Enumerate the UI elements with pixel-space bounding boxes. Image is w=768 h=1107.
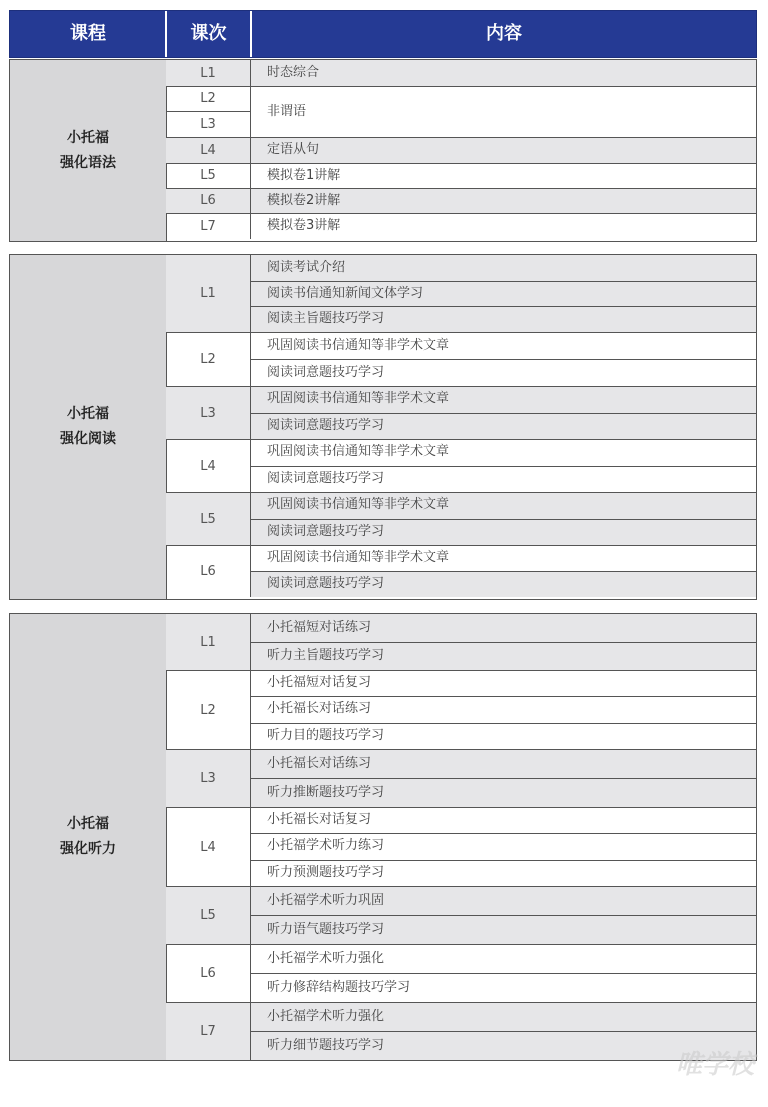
lesson-cell: L7 (166, 213, 251, 239)
lesson-cell: L3 (166, 386, 251, 439)
content-text: 小托福学术听力强化 (267, 1009, 385, 1024)
course-cell-reading (10, 255, 167, 599)
lesson-cell: L2 (166, 86, 251, 111)
content-text: 阅读词意题技巧学习 (267, 470, 385, 486)
header-content: 内容 (486, 23, 522, 44)
reading-section (9, 254, 757, 600)
table-row (166, 213, 756, 239)
content-text: 时态综合 (267, 65, 320, 80)
header-lesson: 课次 (190, 23, 227, 44)
content-text: 听力目的题技巧学习 (267, 727, 385, 743)
content-text: 巩固阅读书信通知等非学术文章 (267, 550, 450, 565)
content-text: 听力推断题技巧学习 (267, 785, 385, 800)
content-text: 小托福学术听力巩固 (267, 893, 385, 908)
content-text: 小托福学术听力强化 (267, 951, 385, 966)
course-name: 小托福 (67, 816, 109, 832)
content-text: 巩固阅读书信通知等非学术文章 (267, 338, 450, 353)
course-cell-listening (10, 614, 167, 1060)
content-text: 小托福学术听力练习 (267, 838, 385, 854)
course-name: 强化阅读 (60, 431, 116, 447)
lesson-cell: L6 (166, 545, 251, 597)
header-course: 课程 (70, 23, 106, 44)
lesson-cell: L2 (166, 670, 251, 749)
watermark-logo: 唯学校 (675, 1050, 754, 1080)
lesson-cell: L1 (166, 255, 251, 332)
table-row (166, 188, 756, 213)
lesson-cell: L1 (166, 60, 251, 86)
content-text: 巩固阅读书信通知等非学术文章 (267, 444, 450, 459)
content-text: 阅读书信通知新闻文体学习 (267, 285, 424, 301)
content-text: 小托福长对话练习 (267, 756, 372, 771)
content-text: 阅读词意题技巧学习 (267, 417, 385, 433)
course-name: 强化听力 (60, 841, 116, 857)
lesson-cell: L4 (166, 137, 251, 163)
lesson-cell: L6 (166, 188, 251, 213)
lesson-cell: L1 (166, 614, 251, 670)
listening-section (9, 613, 757, 1061)
lesson-cell: L3 (166, 111, 251, 137)
content-text: 听力细节题技巧学习 (267, 1038, 385, 1053)
content-text: 阅读主旨题技巧学习 (267, 311, 385, 327)
table-row (166, 137, 756, 163)
content-text: 模拟卷1讲解 (267, 168, 341, 183)
content-text: 定语从句 (267, 142, 320, 157)
lesson-cell: L5 (166, 886, 251, 944)
content-text: 小托福长对话练习 (267, 701, 372, 717)
table-header (9, 10, 757, 58)
content-text: 听力预测题技巧学习 (267, 864, 385, 880)
content-text: 阅读词意题技巧学习 (267, 523, 385, 539)
course-name: 小托福 (67, 129, 109, 146)
content-cell-merged (251, 86, 756, 137)
content-text: 模拟卷3讲解 (267, 218, 341, 233)
lesson-cell: L5 (166, 492, 251, 545)
table-row (166, 60, 756, 86)
content-text: 巩固阅读书信通知等非学术文章 (267, 391, 450, 406)
lesson-cell: L5 (166, 163, 251, 188)
lesson-cell: L7 (166, 1002, 251, 1060)
course-name: 小托福 (67, 406, 109, 422)
content-text: 听力语气题技巧学习 (267, 922, 385, 937)
table-row (166, 163, 756, 188)
content-text: 模拟卷2讲解 (267, 193, 341, 208)
content-text: 阅读词意题技巧学习 (267, 576, 385, 591)
content-text: 听力主旨题技巧学习 (267, 648, 385, 663)
grammar-section (9, 59, 757, 242)
content-text: 阅读词意题技巧学习 (267, 365, 385, 380)
course-name: 强化语法 (60, 154, 116, 171)
lesson-cell: L4 (166, 807, 251, 886)
lesson-cell: L3 (166, 749, 251, 807)
content-text: 小托福长对话复习 (267, 812, 372, 827)
content-text: 小托福短对话复习 (267, 675, 372, 690)
content-text: 非谓语 (267, 104, 307, 119)
lesson-cell: L4 (166, 439, 251, 492)
content-text: 巩固阅读书信通知等非学术文章 (267, 497, 450, 512)
content-text: 小托福短对话练习 (267, 620, 372, 635)
content-text: 听力修辞结构题技巧学习 (267, 980, 411, 995)
course-cell-grammar (10, 60, 167, 241)
lesson-cell: L2 (166, 332, 251, 386)
content-text: 阅读考试介绍 (267, 260, 346, 275)
lesson-cell: L6 (166, 944, 251, 1002)
